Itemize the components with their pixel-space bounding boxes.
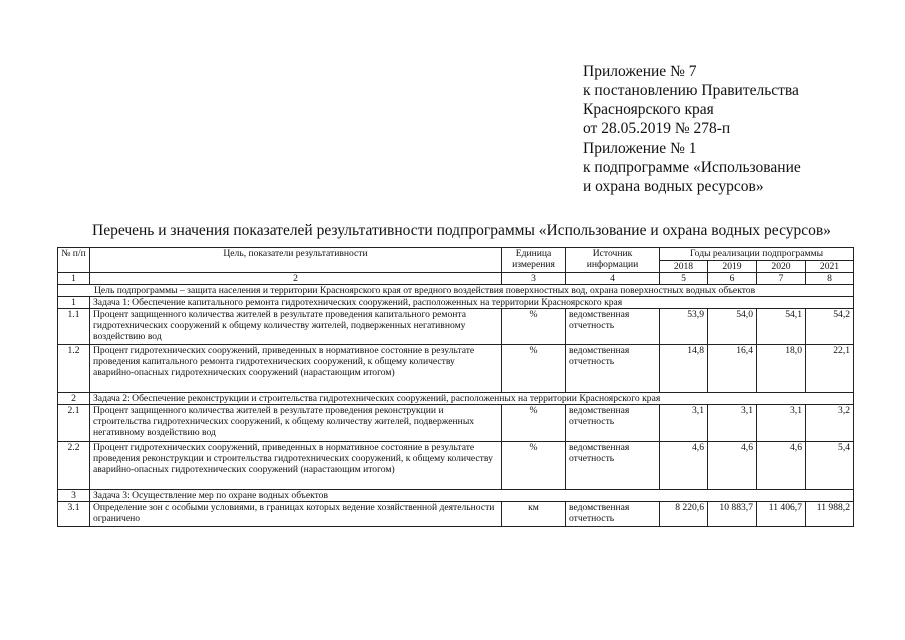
section-num: 1	[58, 297, 90, 309]
appendix-line: к подпрограмме «Использование	[583, 159, 801, 176]
row-name: Определение зон с особыми условиями, в границах которых ведение хозяйственной деятельности ограничено	[90, 502, 502, 527]
goal-row: Цель подпрограммы – защита населения и территории Красноярского края от вредного воздействия поверхностных вод, охрана поверхностных водных объектов	[58, 285, 854, 297]
row-value: 54,0	[708, 309, 757, 345]
row-value: 53,9	[660, 309, 708, 345]
row-value: 4,6	[660, 442, 708, 490]
row-num: 2.1	[58, 405, 90, 442]
header-year: 2021	[806, 261, 854, 273]
column-number: 3	[502, 273, 566, 285]
appendix-line: Приложение № 1	[583, 140, 697, 157]
header-goal: Цель, показатели результативности	[90, 248, 502, 273]
appendix-line: Красноярского края	[583, 101, 714, 118]
appendix-7-block	[583, 62, 799, 138]
table-row	[58, 502, 854, 527]
row-value: 22,1	[806, 345, 854, 393]
indicators-table	[57, 247, 854, 527]
row-unit: км	[502, 502, 566, 527]
column-number: 1	[58, 273, 90, 285]
row-unit: %	[502, 309, 566, 345]
section-row	[58, 490, 854, 502]
row-value: 11 406,7	[757, 502, 806, 527]
header-unit: Единица измерения	[502, 248, 566, 273]
row-value: 10 883,7	[708, 502, 757, 527]
row-source: ведомственная отчетность	[566, 502, 660, 527]
row-source: ведомственная отчетность	[566, 345, 660, 393]
section-num: 2	[58, 393, 90, 405]
header-num: № п/п	[58, 248, 90, 273]
section-title: Задача 1: Обеспечение капитального ремонта гидротехнических сооружений, расположенных на территории Красноярского края	[90, 297, 854, 309]
row-unit: %	[502, 405, 566, 442]
header-year: 2020	[757, 261, 806, 273]
row-value: 4,6	[757, 442, 806, 490]
column-number: 5	[660, 273, 708, 285]
row-value: 18,0	[757, 345, 806, 393]
table-row	[58, 345, 854, 393]
row-num: 3.1	[58, 502, 90, 527]
column-number: 4	[566, 273, 660, 285]
row-unit: %	[502, 442, 566, 490]
appendix-line: Приложение № 7	[583, 63, 697, 80]
row-value: 11 988,2	[806, 502, 854, 527]
appendix-line: от 28.05.2019 № 278-п	[583, 120, 731, 137]
row-value: 14,8	[660, 345, 708, 393]
row-value: 3,1	[757, 405, 806, 442]
row-value: 54,2	[806, 309, 854, 345]
column-number: 7	[757, 273, 806, 285]
section-title: Задача 3: Осуществление мер по охране водных объектов	[90, 490, 854, 502]
table-row	[58, 309, 854, 345]
row-name: Процент гидротехнических сооружений, приведенных в нормативное состояние в результате проведения реконструкции и строительства гидротехнических сооружений, к общему количеству аварийно-опасных гидротехнических сооружений (нарастающим итогом)	[90, 442, 502, 490]
row-name: Процент защищенного количества жителей в результате проведения капитального ремонта гидротехнических сооружений к общему количеству жителей, подверженных негативному воздействию вод	[90, 309, 502, 345]
appendix-line: и охрана водных ресурсов»	[583, 178, 764, 195]
row-source: ведомственная отчетность	[566, 442, 660, 490]
row-value: 16,4	[708, 345, 757, 393]
document-title: Перечень и значения показателей результативности подпрограммы «Использование и охрана водных ресурсов»	[92, 222, 831, 239]
row-num: 2.2	[58, 442, 90, 490]
row-num: 1.2	[58, 345, 90, 393]
section-num: 3	[58, 490, 90, 502]
row-value: 54,1	[757, 309, 806, 345]
section-row	[58, 393, 854, 405]
row-unit: %	[502, 345, 566, 393]
header-source: Источник информации	[566, 248, 660, 273]
row-source: ведомственная отчетность	[566, 309, 660, 345]
table-row	[58, 405, 854, 442]
header-year: 2018	[660, 261, 708, 273]
row-name: Процент гидротехнических сооружений, приведенных в нормативное состояние в результате проведения капитального ремонта гидротехнических сооружений, к общему количеству аварийно-опасных гидротехнических сооружений (нарастающим итогом)	[90, 345, 502, 393]
table-row	[58, 442, 854, 490]
row-value: 4,6	[708, 442, 757, 490]
row-value: 3,1	[660, 405, 708, 442]
appendix-line: к постановлению Правительства	[583, 82, 799, 99]
row-value: 3,2	[806, 405, 854, 442]
column-number: 2	[90, 273, 502, 285]
row-value: 3,1	[708, 405, 757, 442]
row-num: 1.1	[58, 309, 90, 345]
appendix-1-block	[583, 139, 801, 196]
section-title: Задача 2: Обеспечение реконструкции и строительства гидротехнических сооружений, расположенных на территории Красноярского края	[90, 393, 854, 405]
row-value: 5,4	[806, 442, 854, 490]
section-row	[58, 297, 854, 309]
row-name: Процент защищенного количества жителей в результате проведения реконструкции и строительства гидротехнических сооружений, к общему количеству жителей, подверженных негативному воздействию вод	[90, 405, 502, 442]
header-years-group: Годы реализации подпрограммы	[660, 248, 854, 261]
row-source: ведомственная отчетность	[566, 405, 660, 442]
column-number: 8	[806, 273, 854, 285]
row-value: 8 220,6	[660, 502, 708, 527]
header-year: 2019	[708, 261, 757, 273]
column-number: 6	[708, 273, 757, 285]
